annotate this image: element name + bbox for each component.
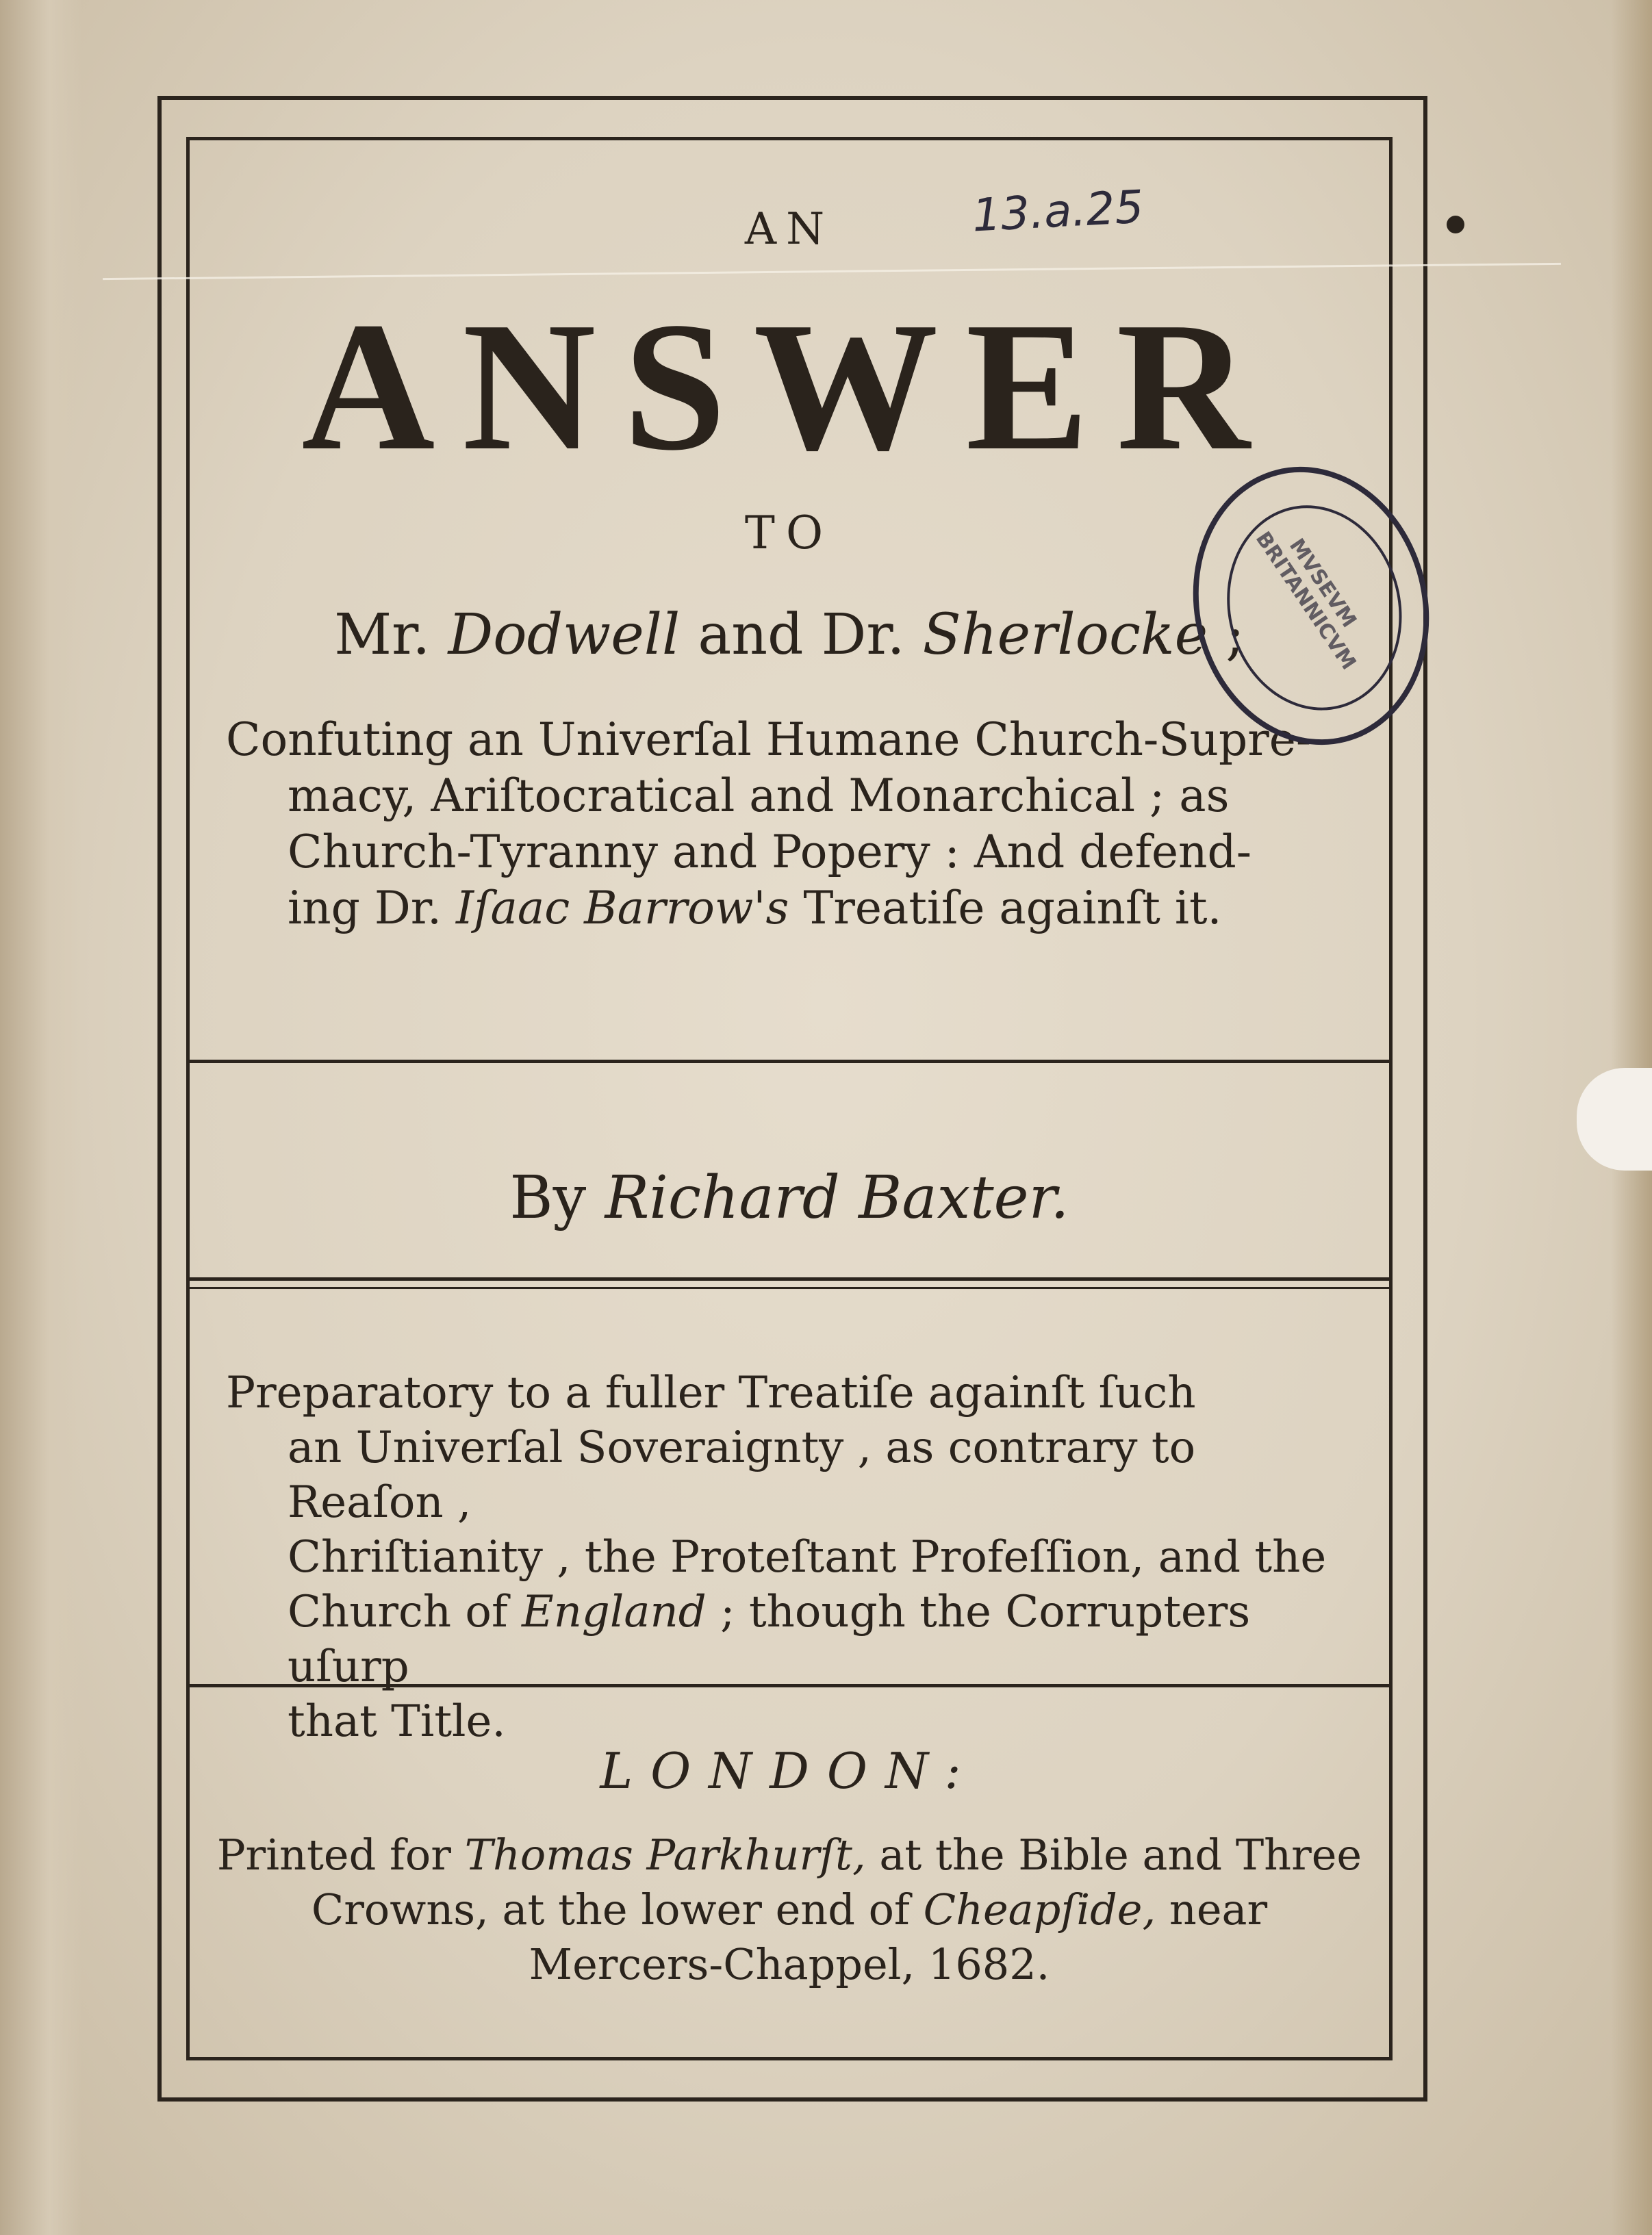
names-and: and <box>698 602 804 667</box>
preparatory-line-4-pre: Church of <box>288 1587 508 1637</box>
title-an: AN <box>744 204 835 255</box>
names-dr: Dr. <box>821 602 905 667</box>
imprint-line-2 <box>186 1882 1393 1937</box>
preparatory-line-2: an Univerſal Soveraignty , as contrary to Reaſon , <box>288 1422 1196 1528</box>
binding-hole <box>1447 216 1464 233</box>
title-answer: ANSWER <box>301 284 1278 489</box>
confuting-line-4-italic: Iſaac Barrow's <box>456 882 789 934</box>
byline-by: By <box>509 1164 587 1232</box>
confuting-line-4-pre: ing Dr. <box>288 882 442 934</box>
imprint-line-3: Mercers-Chappel, 1682. <box>529 1939 1050 1989</box>
divider-rule <box>186 1060 1393 1063</box>
byline-author: Richard Baxter. <box>605 1164 1069 1232</box>
preparatory-line-4-post: ; though the Corrupters uſurp <box>288 1587 1251 1692</box>
names-dodwell: Dodwell <box>448 602 681 667</box>
preparatory-line-1: Preparatory to a fuller Treatiſe againſt ſuch <box>226 1368 1196 1418</box>
preparatory-line-4 <box>226 1585 1362 1694</box>
preparatory-line-4-italic: England <box>521 1587 707 1637</box>
imprint-line-1 <box>186 1828 1393 1882</box>
confuting-paragraph <box>226 712 1362 936</box>
divider-rule <box>186 1287 1393 1289</box>
preparatory-line-3: Chriſtianity , the Proteſtant Profeſſion, and the <box>288 1532 1327 1583</box>
imprint-line-2-post: near <box>1169 1885 1268 1934</box>
imprint-line-1-italic: Thomas Parkhurſt, <box>464 1830 866 1880</box>
confuting-line-2: macy, Ariſtocratical and Monarchical ; as <box>288 769 1230 822</box>
imprint <box>186 1828 1393 1992</box>
names-semicolon: ; <box>1225 602 1245 667</box>
imprint-line-2-pre: Crowns, at the lower end of <box>311 1885 910 1934</box>
preparatory-line-5: that Title. <box>288 1696 506 1747</box>
shelfmark: 13.a.25 <box>971 180 1145 242</box>
page-tab-marker <box>1577 1068 1652 1171</box>
names-mr: Mr. <box>334 602 431 667</box>
library-stamp-text: MVSEVM BRITANNICVM <box>1250 527 1361 674</box>
imprint-line-2-italic: Cheapſide, <box>923 1885 1156 1934</box>
byline <box>186 1164 1393 1232</box>
title-to: TO <box>744 507 835 559</box>
imprint-place: LONDON: <box>600 1742 979 1800</box>
divider-rule <box>186 1684 1393 1687</box>
imprint-line-1-pre: Printed for <box>216 1830 451 1880</box>
confuting-line-4 <box>226 880 1362 936</box>
binding-gutter <box>0 0 82 2235</box>
imprint-line-1-post: at the Bible and Three <box>879 1830 1362 1880</box>
confuting-line-4-post: Treatiſe againſt it. <box>803 882 1222 934</box>
divider-rule <box>186 1277 1393 1281</box>
preparatory-paragraph <box>226 1366 1362 1749</box>
confuting-line-3: Church-Tyranny and Popery : And defend- <box>288 826 1252 878</box>
names-sherlocke: Sherlocke <box>922 602 1208 667</box>
confuting-line-1: Confuting an Univerſal Humane Church-Supre- <box>226 713 1312 766</box>
